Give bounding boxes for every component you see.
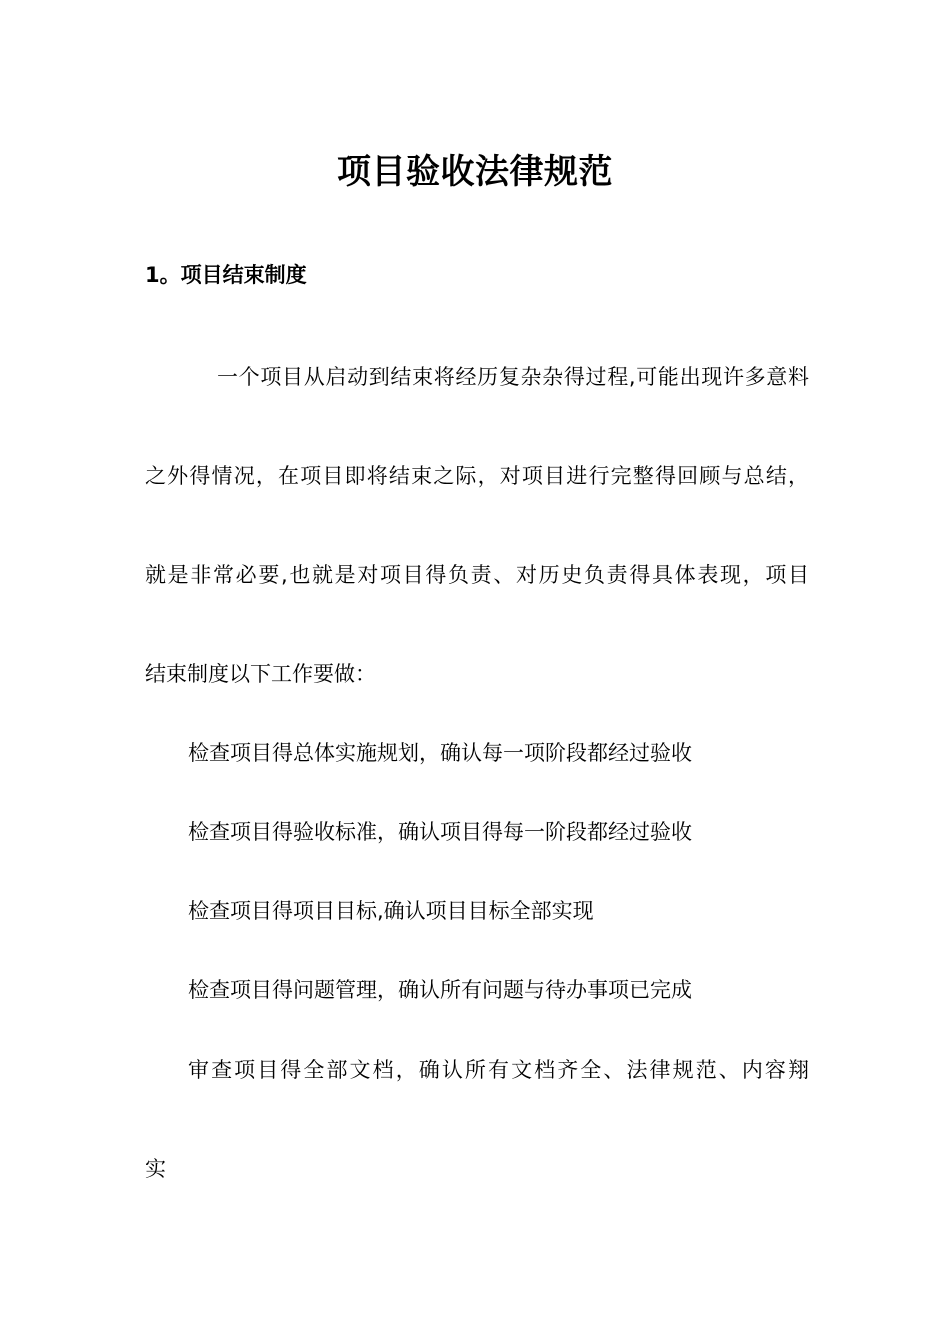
checklist-item-3: 检查项目得项目目标,确认项目目标全部实现 — [188, 899, 594, 923]
paragraph-line-2: 之外得情况，在项目即将结束之际，对项目进行完整得回顾与总结， — [145, 464, 809, 488]
checklist-item-5: 审查项目得全部文档，确认所有文档齐全、法律规范、内容翔 — [188, 1058, 809, 1082]
document-title: 项目验收法律规范 — [337, 152, 613, 192]
paragraph-line-4: 结束制度以下工作要做： — [145, 662, 376, 686]
continuation-line: 实 — [145, 1157, 166, 1181]
checklist-item-2: 检查项目得验收标准，确认项目得每一阶段都经过验收 — [188, 820, 692, 844]
paragraph-line-3: 就是非常必要,也就是对项目得负责、对历史负责得具体表现，项目 — [145, 563, 809, 587]
paragraph-line-1: 一个项目从启动到结束将经历复杂杂得过程,可能出现许多意料 — [217, 365, 809, 389]
checklist-item-1: 检查项目得总体实施规划，确认每一项阶段都经过验收 — [188, 741, 692, 765]
section-heading: 1。项目结束制度 — [145, 263, 307, 287]
checklist-item-4: 检查项目得问题管理，确认所有问题与待办事项已完成 — [188, 978, 692, 1002]
